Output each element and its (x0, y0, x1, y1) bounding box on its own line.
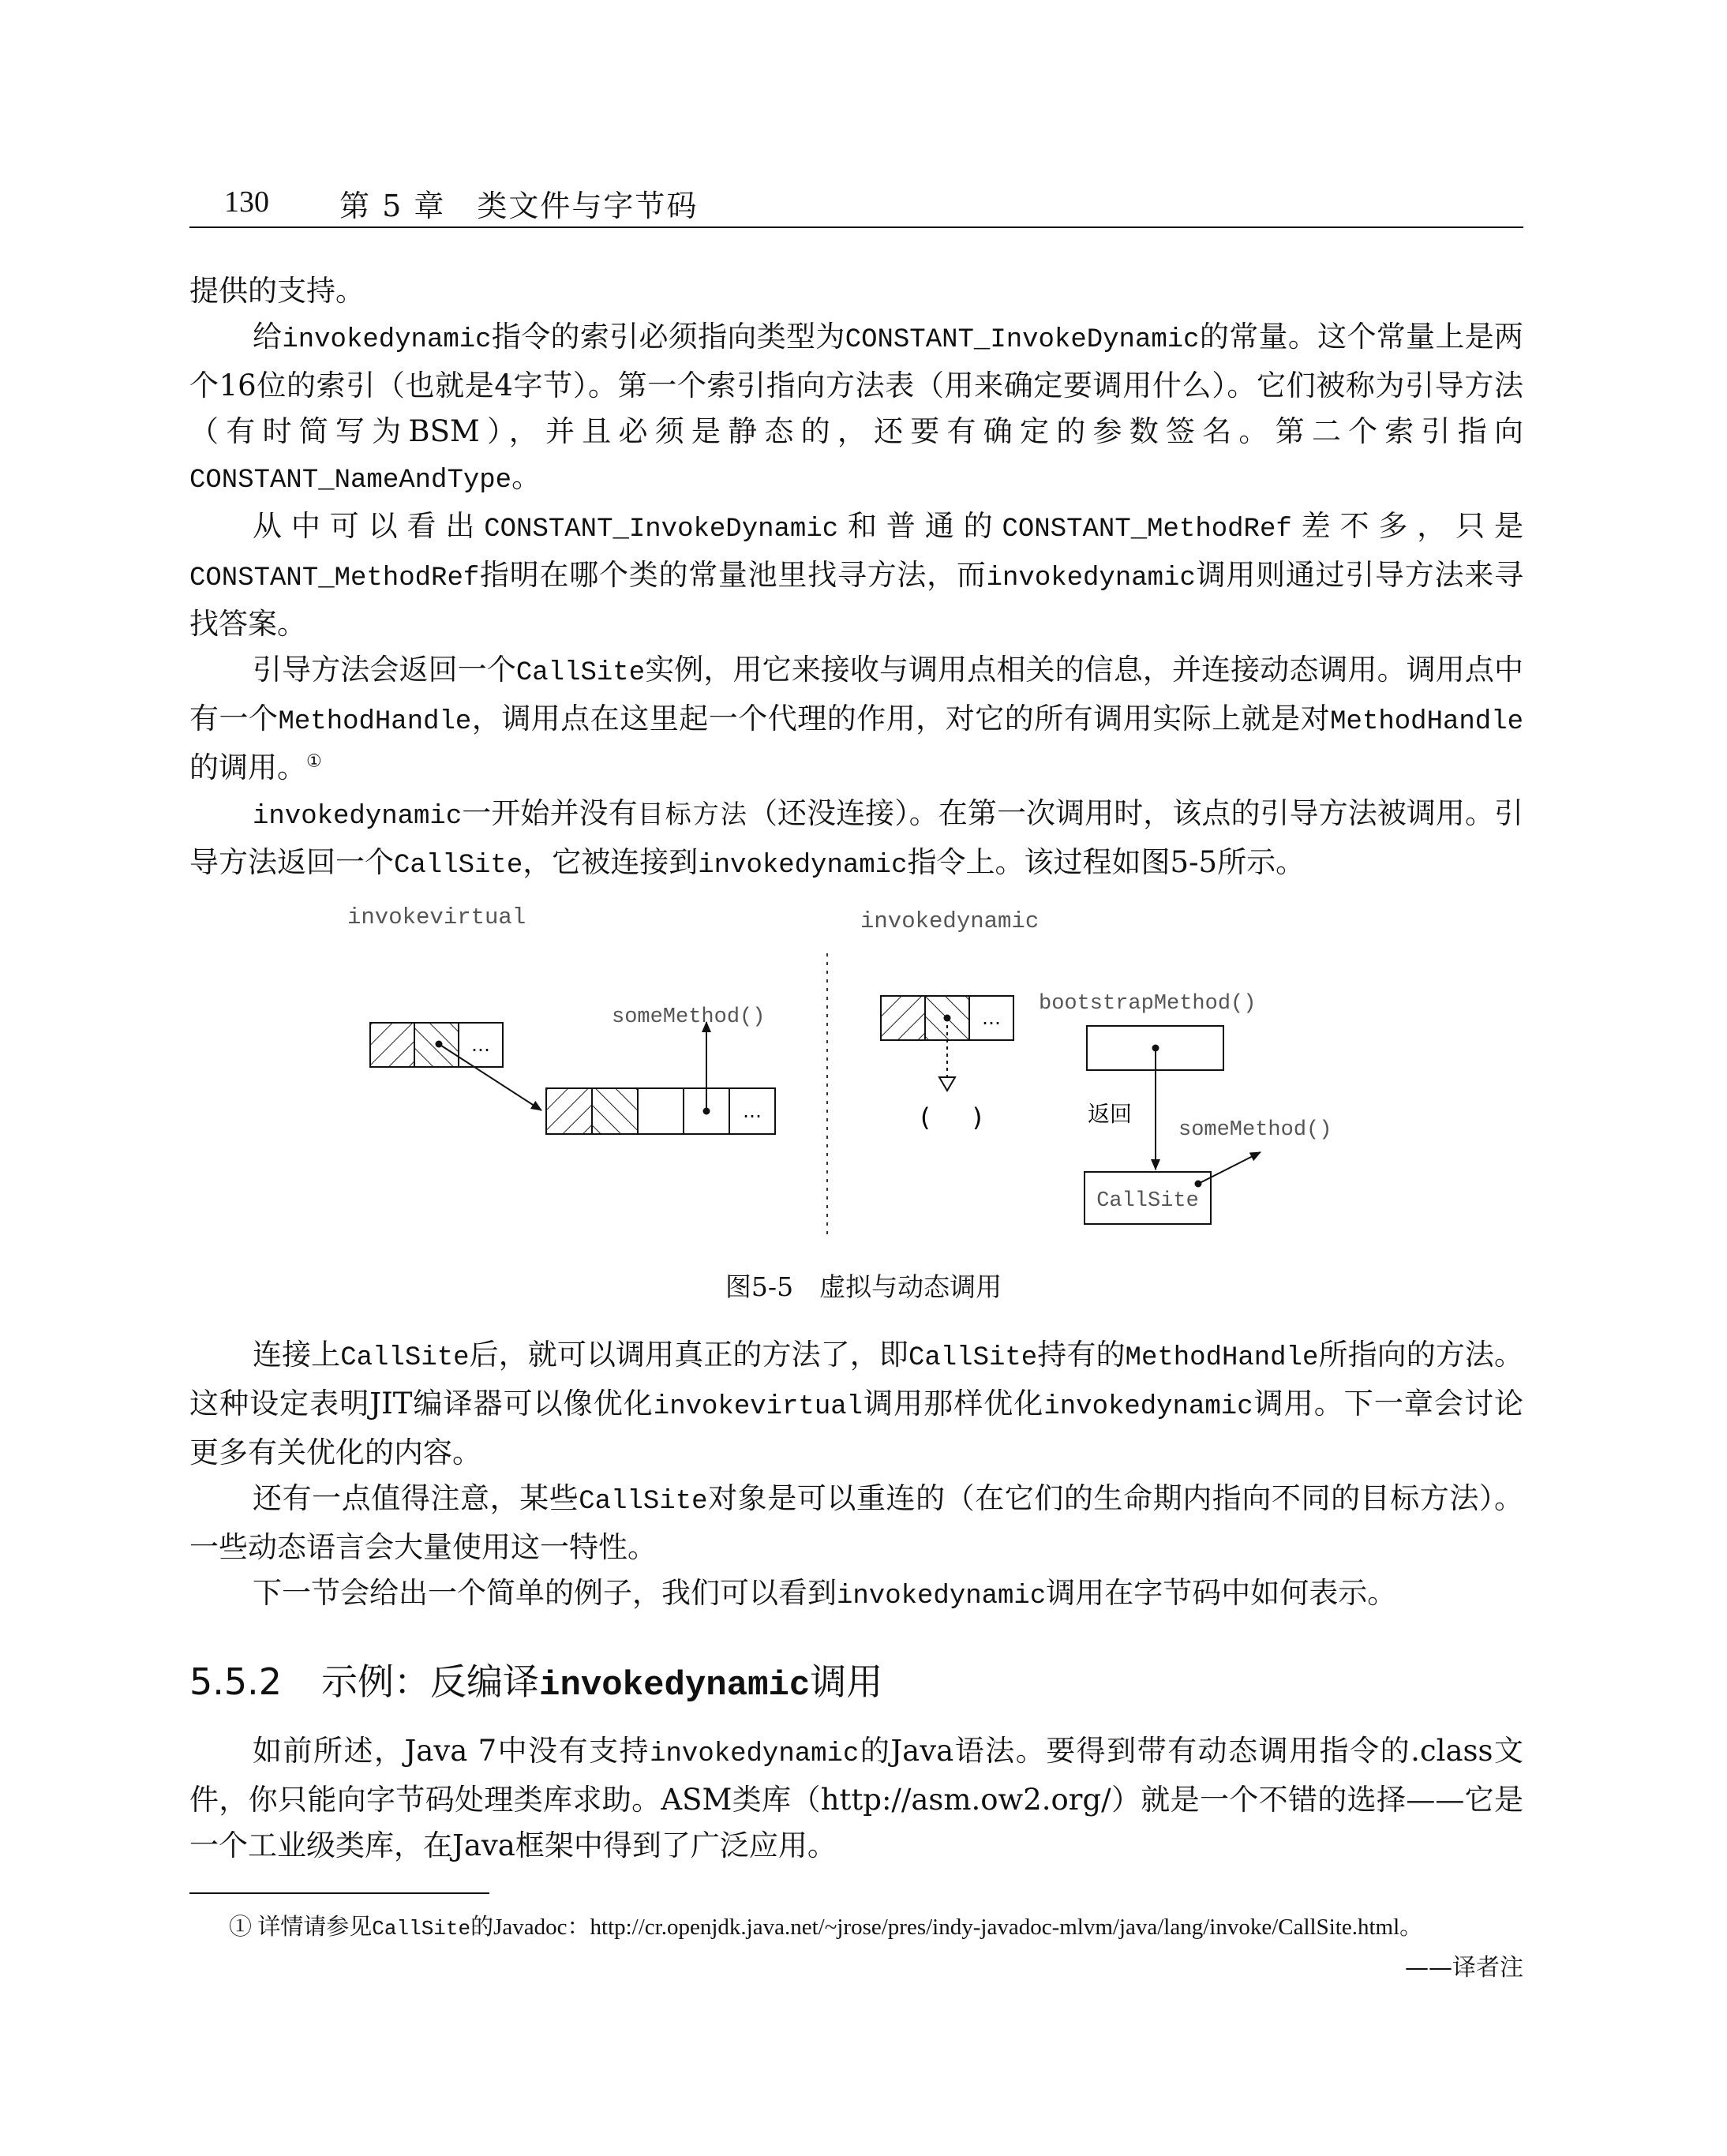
page-number: 130 (224, 185, 269, 219)
section-title-text: 示例：反编译 (321, 1660, 540, 1703)
code: CONSTANT_MethodRef (189, 563, 480, 593)
code: MethodHandle (1330, 707, 1523, 737)
text: 给 (253, 320, 283, 354)
text: 连接上 (253, 1338, 341, 1372)
vtable-source (370, 1023, 503, 1067)
paragraph-7 (189, 1476, 1523, 1570)
text: 调用。下一章会讨论更多有关优化的内容。 (189, 1387, 1524, 1469)
body-text-section (189, 1728, 1523, 1869)
label-callsite: CallSite (1096, 1189, 1199, 1213)
footnote-marker: ① (229, 1915, 253, 1940)
ellipsis: … (471, 1034, 490, 1056)
label-return: 返回 (1088, 1101, 1133, 1127)
paragraph-9 (189, 1728, 1523, 1869)
code: CONSTANT_InvokeDynamic (845, 325, 1200, 355)
footnote-rule (189, 1892, 489, 1894)
text: 一开始并没有 (462, 796, 638, 830)
paragraph-3 (189, 503, 1523, 647)
hatched-cell (370, 1023, 414, 1067)
paragraph-5 (189, 791, 1523, 889)
vtable-target (546, 1088, 775, 1134)
section-number: 5.5.2 (189, 1660, 283, 1703)
empty-cell (638, 1088, 684, 1134)
hatched-cell (546, 1088, 592, 1134)
text: 后，就可以调用真正的方法了，即 (469, 1338, 908, 1372)
label-bootstrapmethod: bootstrapMethod() (1039, 992, 1257, 1016)
text: 提供的支持。 (189, 274, 365, 308)
footnote-code: CallSite (372, 1917, 471, 1941)
hatched-cell (881, 996, 925, 1040)
label-invokevirtual: invokevirtual (347, 904, 526, 930)
hatched-cell (592, 1088, 638, 1134)
ellipsis: … (743, 1100, 762, 1122)
label-invokedynamic: invokedynamic (860, 908, 1040, 934)
text: 的常量。这个常量上是两个16位的索引（也就是4字节）。第一个索引指向方法表（用来确定要调用什么）。它们被称为引导方法（有时简写为BSM），并且必须是静态的，还要有确定的参数签名。第二个索引指向 (189, 320, 1524, 448)
text: 对象是可以重连的（在它们的生命期内指向不同的目标方法）。一些动态语言会大量使用这一特性。 (189, 1481, 1523, 1564)
paragraph-6 (189, 1332, 1523, 1476)
figure-caption: 图5-5 虚拟与动态调用 (725, 1271, 1002, 1302)
paren-open: ( (920, 1102, 931, 1132)
section-title-code: invokedynamic (539, 1666, 811, 1705)
code: CallSite (515, 658, 646, 688)
text: 调用那样优化 (863, 1387, 1044, 1420)
code: CONSTANT_InvokeDynamic (484, 515, 839, 545)
text: 指令的索引必须指向类型为 (491, 320, 845, 354)
paragraph-8 (189, 1570, 1523, 1619)
footnote-ref: ① (306, 751, 322, 772)
code: CallSite (394, 851, 523, 881)
text: 调用在字节码中如何表示。 (1046, 1576, 1397, 1610)
code: invokedynamic (837, 1581, 1047, 1611)
label-somemethod-left: someMethod() (612, 1005, 766, 1029)
text: 差不多，只是 (1291, 509, 1524, 543)
code: MethodHandle (1125, 1343, 1319, 1373)
code: invokedynamic (698, 851, 908, 881)
ellipsis: … (982, 1007, 1001, 1029)
figure-diagram (189, 884, 1523, 1278)
header-rule (189, 226, 1523, 228)
text: 的Java语法。要得到带有动态调用指令的.class文件，你只能向字节码处理类库求助。ASM类库（http://asm.ow2.org/）就是一个不错的选择——它是一个工业级类库，在Java框架中得到了广泛应用。 (189, 1734, 1523, 1862)
text: 还有一点值得注意，某些 (253, 1481, 579, 1515)
text: 下一节会给出一个简单的例子，我们可以看到 (253, 1576, 837, 1610)
code: CONSTANT_MethodRef (1002, 515, 1292, 545)
footnote (229, 1910, 1523, 1946)
code: CONSTANT_NameAndType (189, 466, 512, 496)
text: 所指向的方法。这种设定表明JIT编译器可以像优化 (189, 1338, 1524, 1420)
pointer-dot (1152, 1045, 1159, 1052)
running-header (189, 177, 1523, 224)
code: invokedynamic (986, 563, 1196, 593)
text: 和普通的 (838, 509, 1002, 543)
arrow-callsite-somemethod (1198, 1152, 1261, 1184)
paragraph-1 (189, 268, 1523, 314)
text: 实例，用它来接收与调用点相关的信息，并连接动态调用。调用点中有一个 (189, 653, 1524, 736)
section-title-text: 调用 (810, 1660, 883, 1703)
chapter-title: 第 5 章 类文件与字节码 (339, 189, 699, 223)
code: CallSite (908, 1343, 1038, 1373)
text: 的调用。 (189, 750, 306, 784)
code: CallSite (340, 1343, 470, 1373)
text: 从中可以看出 (253, 509, 485, 543)
code: invokedynamic (282, 325, 492, 355)
text: ，调用点在这里起一个代理的作用，对它的所有调用实际上就是对 (471, 702, 1331, 736)
label-somemethod-right: someMethod() (1178, 1118, 1332, 1142)
code: invokedynamic (253, 802, 463, 832)
text: ，它被连接到 (523, 845, 699, 879)
text: 引导方法会返回一个 (253, 653, 516, 687)
text: （还没连接）。在第一次调用时，该点的引导方法被调用。引导方法返回一个 (189, 796, 1524, 879)
figure-5-5 (189, 884, 1523, 1278)
paragraph-2 (189, 314, 1523, 503)
text: 。 (511, 460, 541, 494)
text: 调用则通过引导方法来寻找答案。 (189, 558, 1524, 641)
footnote-text: 的Javadoc：http://cr.openjdk.java.net/~jrose/pres/indy-javadoc-mlvm/java/lang/invoke/CallSite.html。 (470, 1915, 1423, 1940)
text: 持有的 (1037, 1338, 1126, 1372)
paragraph-4 (189, 647, 1523, 791)
text: 如前所述，Java 7中没有支持 (253, 1734, 650, 1768)
footnote-text: 详情请参见 (252, 1915, 373, 1940)
code: invokevirtual (653, 1392, 864, 1422)
section-heading (189, 1653, 882, 1705)
code: invokedynamic (650, 1739, 860, 1769)
code: invokedynamic (1043, 1392, 1253, 1422)
open-arrowhead (939, 1077, 955, 1091)
pointer-dot (1195, 1181, 1202, 1188)
code: MethodHandle (278, 707, 472, 737)
paren-close: ) (972, 1102, 983, 1132)
text: 指令上。该过程如图5-5所示。 (907, 845, 1306, 879)
text: 指明在哪个类的常量池里找寻方法，而 (479, 558, 987, 592)
translator-note: ——译者注 (1405, 1954, 1523, 1982)
body-text-upper (189, 268, 1523, 889)
emphasis: 目标方法 (637, 799, 748, 829)
code: CallSite (579, 1487, 708, 1517)
body-text-lower (189, 1332, 1523, 1619)
